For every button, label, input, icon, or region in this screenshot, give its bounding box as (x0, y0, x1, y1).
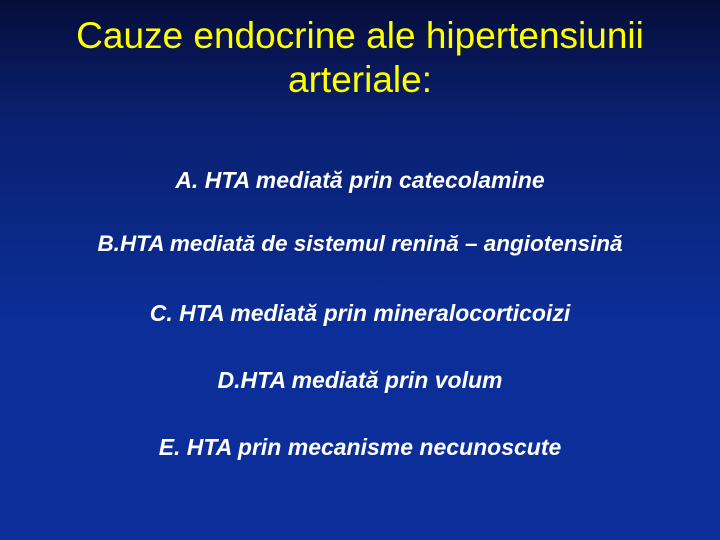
slide-title (0, 14, 720, 102)
slide-title-line-1: Cauze endocrine ale hipertensiunii (76, 15, 644, 56)
list-item-c: C. HTA mediată prin mineralocorticoizi (149, 300, 571, 326)
list-item-e: E. HTA prin mecanisme necunoscute (158, 434, 562, 460)
list-item-b: B.HTA mediată de sistemul renină – angiotensină (97, 231, 623, 256)
slide-title-line-2: arteriale: (288, 59, 432, 100)
list-item-a: A. HTA mediată prin catecolamine (175, 167, 545, 193)
list-item-d: D.HTA mediată prin volum (217, 367, 503, 393)
